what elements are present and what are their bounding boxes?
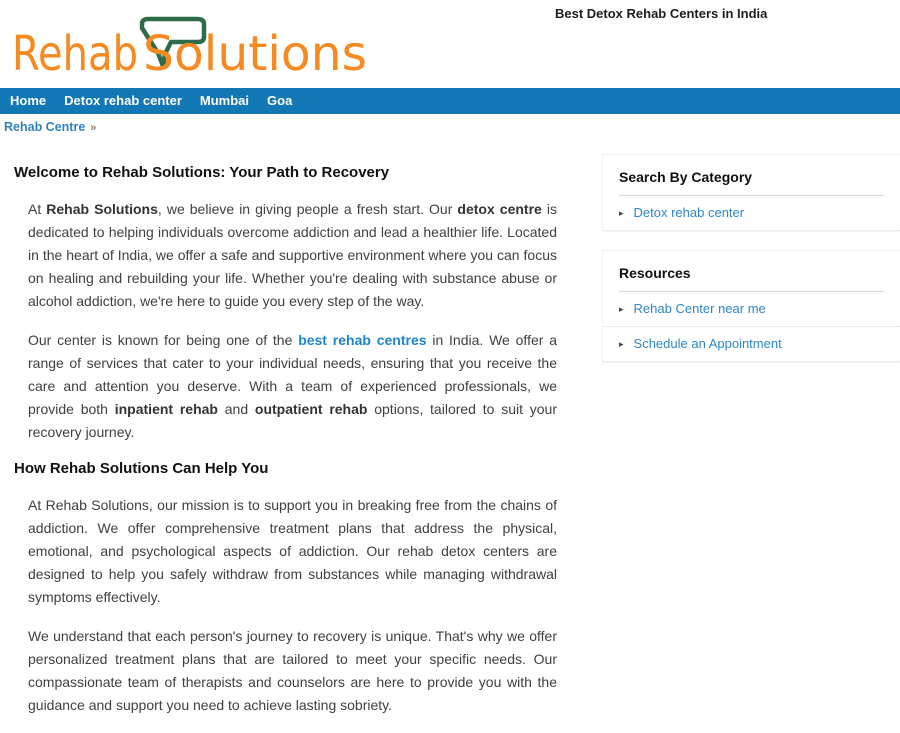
sidebar-link-schedule-an-appointment[interactable]: Schedule an Appointment bbox=[633, 336, 782, 351]
article-heading-help: How Rehab Solutions Can Help You bbox=[14, 460, 269, 477]
breadcrumb bbox=[0, 114, 900, 138]
text-segment: options, tailored to suit your recovery journey. bbox=[28, 401, 557, 440]
nav-item-goa bbox=[258, 88, 301, 114]
list-item bbox=[603, 196, 900, 231]
list-item bbox=[603, 327, 900, 362]
nav-link-home[interactable]: Home bbox=[10, 93, 47, 108]
text-segment: in India. We offer a range of services that cater to your individual needs, ensuring that you receive the care and attention you deserve. With a team of experienced professionals, we provide both bbox=[28, 332, 558, 417]
main-article bbox=[0, 138, 592, 733]
sidebar-link-detox-rehab-center[interactable]: Detox rehab center bbox=[633, 205, 745, 220]
logo-text-solutions: Solutions bbox=[143, 26, 367, 82]
logo-text-rehab: Rehab bbox=[12, 26, 138, 82]
bold-text-detox-centre: detox centre bbox=[457, 201, 542, 217]
nav-item-mumbai bbox=[191, 88, 258, 114]
sidebar-link-rehab-center-near-me[interactable]: Rehab Center near me bbox=[633, 301, 766, 316]
main-navigation bbox=[0, 88, 900, 114]
breadcrumb-link[interactable]: Rehab Centre bbox=[4, 120, 86, 134]
breadcrumb-separator-icon: » bbox=[90, 122, 97, 134]
best-rehab-centres-link[interactable]: best rehab centres bbox=[298, 332, 427, 348]
services-paragraph bbox=[28, 329, 557, 444]
nav-link-detox-rehab-center[interactable]: Detox rehab center bbox=[64, 93, 182, 108]
triangle-bullet-icon: ▸ bbox=[619, 304, 624, 314]
widget-title-resources: Resources bbox=[619, 265, 884, 292]
nav-link-mumbai[interactable]: Mumbai bbox=[199, 93, 250, 108]
sidebar bbox=[602, 138, 900, 381]
bold-text-inpatient-rehab: inpatient rehab bbox=[114, 401, 218, 417]
text-segment: and bbox=[217, 401, 255, 417]
widget-resources bbox=[602, 250, 900, 363]
page-content bbox=[0, 138, 900, 733]
site-header bbox=[0, 0, 900, 88]
mission-paragraph: At Rehab Solutions, our mission is to support you in breaking free from the chains of addiction. We offer comprehensive treatment plans that address the physical, emotional, and psychological aspects of addiction. Our rehab detox centers are designed to help you safely withdraw from substances while managing withdrawal symptoms effectively. bbox=[28, 497, 557, 605]
widget-search-by-category bbox=[602, 154, 900, 232]
widget-title-search-by-category: Search By Category bbox=[619, 169, 884, 196]
article-heading-welcome: Welcome to Rehab Solutions: Your Path to Recovery bbox=[14, 164, 390, 181]
triangle-bullet-icon: ▸ bbox=[619, 208, 624, 218]
site-tagline: Best Detox Rehab Centers in India bbox=[555, 6, 768, 21]
text-segment: At bbox=[28, 201, 47, 217]
text-segment: , we believe in giving people a fresh start. Our bbox=[157, 201, 458, 217]
personalized-paragraph: We understand that each person's journey to recovery is unique. That's why we offer personalized treatment plans that are tailored to meet your specific needs. Our compassionate team of therapists and counselors are here to provide you with the guidance and support you need to achieve lasting sobriety. bbox=[28, 628, 557, 713]
nav-link-goa[interactable]: Goa bbox=[267, 93, 293, 108]
intro-paragraph bbox=[28, 198, 557, 313]
site-logo[interactable] bbox=[10, 8, 380, 82]
nav-item-home bbox=[0, 88, 55, 114]
text-segment: Our center is known for being one of the bbox=[28, 332, 299, 348]
bold-text-outpatient-rehab: outpatient rehab bbox=[254, 401, 368, 417]
list-item bbox=[603, 292, 900, 327]
bold-text-rehab-solutions: Rehab Solutions bbox=[46, 201, 158, 217]
triangle-bullet-icon: ▸ bbox=[619, 339, 624, 349]
nav-item-detox-rehab-center bbox=[55, 88, 191, 114]
text-segment: is dedicated to helping individuals overcome addiction and lead a healthier life. Located in the heart of India, we offer a safe and supportive environment where you can focus on healing and rebuilding your life. Whether you're dealing with substance abuse or alcohol addiction, we're here to guide you every step of the way. bbox=[28, 201, 558, 309]
